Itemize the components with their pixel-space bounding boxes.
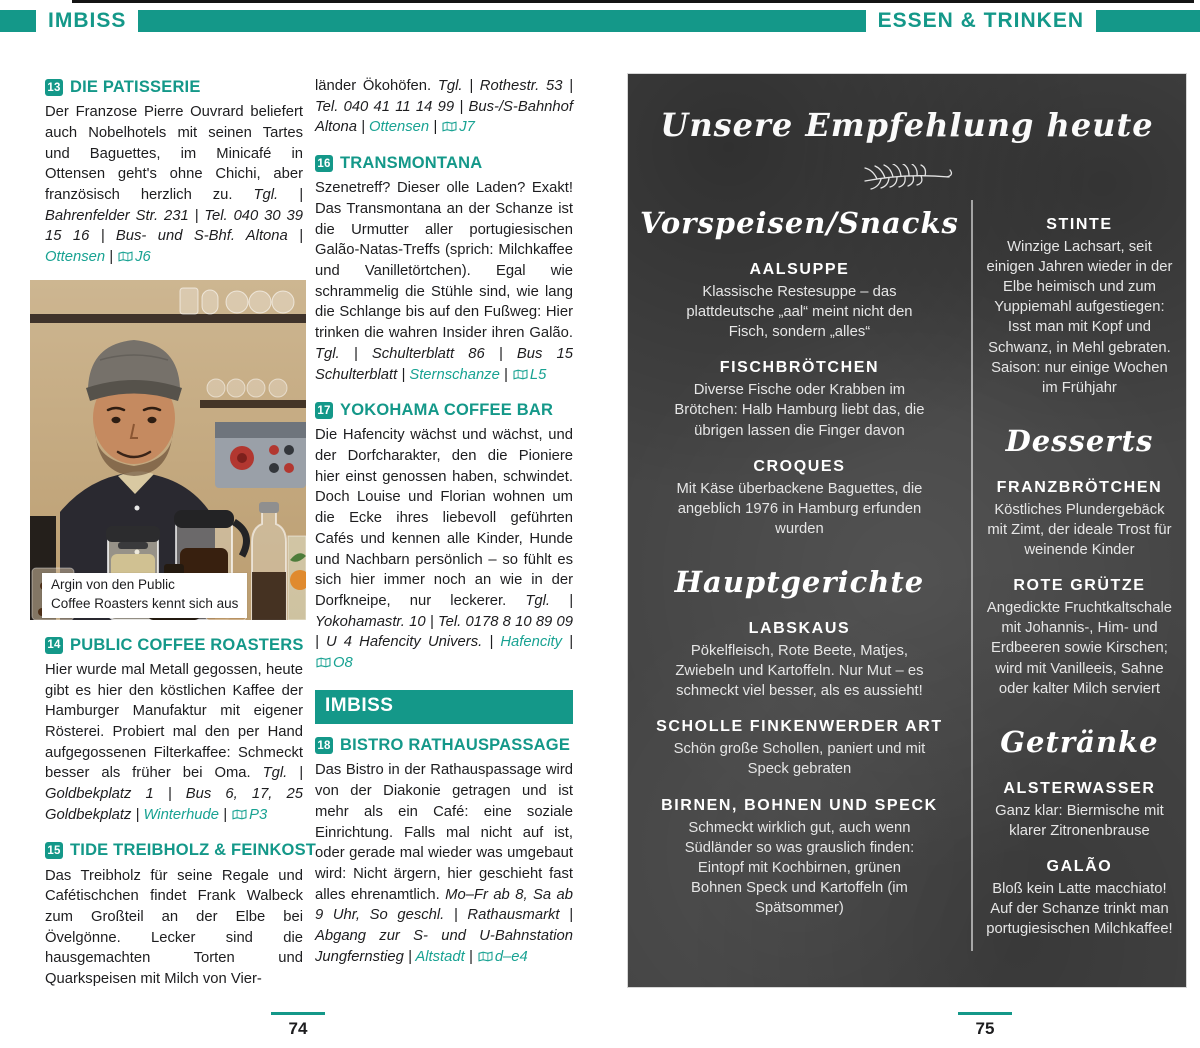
- masthead-bar-middle: [138, 10, 865, 32]
- map-icon: [513, 369, 528, 380]
- menu-title: Unsere Empfehlung heute: [660, 106, 1154, 144]
- article-13-number-badge: 13: [45, 79, 63, 96]
- separator: |: [219, 806, 232, 823]
- article-15-number-badge: 15: [45, 842, 63, 859]
- article-15-heading: [45, 839, 317, 862]
- article-info: Tgl. | Rothestr. 53 | Tel. 040 41 11 14 99 | Bus-/S-Bahnhof Altona: [315, 78, 573, 136]
- menu-item-desc: Klassische Restesuppe – das plattdeutsche „aal“ meint nicht den Fisch, sondern „alles“: [686, 284, 913, 341]
- separator: |: [105, 249, 118, 266]
- article-16-heading: [315, 152, 573, 175]
- separator: |: [356, 119, 370, 136]
- menu-item-rote-gruetze: [985, 577, 1174, 699]
- map-ref-link[interactable]: O8: [333, 655, 353, 672]
- page-number-rule: [271, 1012, 325, 1015]
- branch-ornament-icon: [859, 164, 955, 192]
- article-16-body: [315, 178, 573, 385]
- district-link[interactable]: Ottensen: [45, 249, 106, 266]
- menu-item-desc: Angedickte Fruchtkaltschale mit Johannis-, Him- und Erdbeeren sowie Kirschen; wird mit Vanilleeis, Sahne oder kalter Milch serviert: [986, 600, 1172, 697]
- menu-item-name: SCHOLLE FINKENWERDER ART: [656, 718, 943, 736]
- map-icon: [118, 251, 133, 262]
- article-15-title: TIDE TREIBHOLZ & FEINKOST: [70, 841, 317, 860]
- menu-item-franzbroetchen: [985, 479, 1174, 560]
- running-head-right: ESSEN & TRINKEN: [877, 9, 1084, 32]
- map-icon: [442, 121, 457, 132]
- menu-section-desserts: Desserts: [1005, 423, 1154, 458]
- separator: |: [499, 366, 512, 383]
- menu-item-desc: Mit Käse überbackene Baguettes, die angeblich 1976 in Hamburg erfunden wurden: [676, 480, 923, 537]
- page-number-left: [263, 1012, 333, 1039]
- running-head-left: IMBISS: [48, 9, 127, 32]
- menu-item-desc: Diverse Fische oder Krabben im Brötchen: Halb Hamburg liebt das, die übrigen lassen die Finger davon: [674, 382, 925, 439]
- menu-item-name: ALSTERWASSER: [1003, 779, 1156, 797]
- menu-item-birnen-bohnen-speck: [661, 797, 938, 919]
- separator: |: [397, 366, 410, 383]
- barista-photo-illustration: [30, 280, 306, 620]
- menu-item-desc: Bloß kein Latte macchiato! Auf der Schanze trinkt man portugiesischen Milchkaffee!: [986, 880, 1173, 938]
- district-link[interactable]: Winterhude: [143, 806, 219, 823]
- photo-caption-line1: Argin von den Public: [51, 577, 175, 593]
- menu-item-croques: [673, 458, 925, 539]
- menu-item-scholle: [656, 718, 943, 779]
- section-banner-imbiss: IMBISS: [315, 690, 573, 725]
- article-16-title: TRANSMONTANA: [340, 154, 483, 173]
- article-13-heading: [45, 76, 303, 99]
- article-text: Das Treibholz für seine Regale und Cafétischchen findet Frank Walbeck zum Großteil an der Elbe bei Övelgönne. Lecker sind die hausgemachten Torten und Quarkspeisen mit Milch von Vier-: [45, 867, 303, 988]
- map-ref-link[interactable]: P3: [249, 806, 268, 823]
- map-icon: [316, 657, 331, 668]
- menu-item-labskaus: [673, 620, 925, 701]
- article-18-body: [315, 760, 573, 967]
- separator: |: [429, 119, 442, 136]
- district-link[interactable]: Hafencity: [500, 634, 563, 651]
- article-17-number-badge: 17: [315, 402, 333, 419]
- masthead-bar-right: [1096, 10, 1200, 32]
- photo-caption: [42, 573, 247, 617]
- article-18-number-badge: 18: [315, 737, 333, 754]
- menu-item-name: AALSUPPE: [749, 261, 850, 278]
- article-16-number-badge: 16: [315, 155, 333, 172]
- menu-item-name: BIRNEN, BOHNEN UND SPECK: [661, 796, 938, 814]
- separator: |: [131, 806, 144, 823]
- article-text: länder Ökohöfen.: [315, 78, 438, 94]
- article-17-heading: [315, 399, 573, 422]
- map-ref-link[interactable]: d–e4: [494, 948, 528, 965]
- middle-column: [315, 76, 573, 979]
- district-link[interactable]: Altstadt: [415, 948, 465, 965]
- chalkboard-menu: [627, 73, 1187, 988]
- article-13-title: DIE PATISSERIE: [70, 78, 201, 96]
- article-18-title: BISTRO RATHAUSPASSAGE: [340, 736, 571, 755]
- separator: |: [562, 634, 573, 651]
- article-text: Das Bistro in der Rathauspassage wird von der Diakonie getragen und ist mehr als ein Café: eine soziale Einrichtung. Falls mal nicht auf ist, oder gerade mal wieder was umgebaut wird: Nicht ärgern, hier geschieht fast alles ehrenamtlich.: [315, 762, 573, 903]
- menu-section-hauptgerichte: Hauptgerichte: [674, 564, 925, 599]
- page-number-value: 74: [288, 1019, 308, 1038]
- menu-item-desc: Köstliches Plundergebäck mit Zimt, der ideale Trost für weinende Kinder: [987, 501, 1172, 559]
- masthead-bar-left: [0, 10, 36, 32]
- menu-item-aalsuppe: [673, 261, 925, 342]
- map-icon: [232, 809, 247, 820]
- left-column: [45, 76, 317, 1002]
- menu-columns: [628, 196, 1186, 951]
- menu-item-desc: Schmeckt wirklich gut, auch wenn Südländer so was grauslich finden: Eintopf mit Kochbirnen, grünen Bohnen Speck und Kartoffeln (im Spätsommer): [684, 819, 915, 916]
- article-17-body: [315, 425, 573, 673]
- separator: |: [403, 948, 416, 965]
- menu-section-getraenke: Getränke: [1000, 724, 1159, 759]
- menu-item-desc: Winzige Lachsart, seit einigen Jahren wieder in der Elbe heimisch und zum Yuppiemahl aufgestiegen: Isst man mit Kopf und Schwanz, in Mehl gebraten. Saison: nur einige Wochen im Frühjahr: [986, 239, 1173, 396]
- separator: |: [482, 634, 501, 651]
- article-14-title: PUBLIC COFFEE ROASTERS: [70, 635, 304, 654]
- map-ref-link[interactable]: J6: [135, 249, 151, 266]
- article-text: Die Hafencity wächst und wächst, und der Dorfcharakter, den die Pioniere hier einst genossen haben, schwindet. Doch Louise und Florian wohnen um die Ecke ihres liebevoll geführten Cafés und kennen alle Kinder, Hunde und Nachbarn persönlich – so fühlt es sich hier immer noch an wie in der Dorfkneipe, nur leckerer.: [315, 427, 573, 609]
- article-15-body: [45, 866, 303, 990]
- article-info: Mo–Fr ab 8, Sa ab 9 Uhr, So geschl. | Rathausmarkt | Abgang zur S- und U-Bahnstation Jungfernstieg: [315, 886, 573, 965]
- menu-item-name: FRANZBRÖTCHEN: [996, 478, 1163, 496]
- article-info: Tgl. | Yokohamastr. 10 | Tel. 0178 8 10 89 09 | U 4 Hafencity Univers.: [315, 592, 573, 651]
- photo-public-coffee-roasters: [30, 280, 306, 620]
- district-link[interactable]: Sternschanze: [409, 366, 500, 383]
- menu-item-name: GALÃO: [1046, 857, 1113, 875]
- menu-item-name: FISCHBRÖTCHEN: [719, 359, 880, 377]
- page-number-right: [950, 1012, 1020, 1039]
- article-17-title: YOKOHAMA COFFEE BAR: [340, 401, 554, 420]
- map-icon: [478, 951, 493, 962]
- page-number-rule: [958, 1012, 1012, 1015]
- page-top-edge: [72, 0, 1194, 3]
- menu-column-left: [628, 196, 971, 951]
- separator: |: [464, 948, 477, 965]
- article-text: Szenetreff? Dieser olle Laden? Exakt! Das Transmontana an der Schanze ist die Urmutter aller portugiesischen Galão-Natas-Treffs (sprich: Milchkaffee und Vanilletörtchen). Egal wie schrammelig die Stühle sind, wie lang die Schlange bis auf den Fußweg: Hier trinken die wahren Insider ihren Galão.: [315, 180, 573, 342]
- article-13-body: [45, 102, 303, 268]
- article-14-heading: [45, 634, 303, 657]
- menu-section-vorspeisen: Vorspeisen/Snacks: [640, 206, 959, 240]
- menu-item-desc: Ganz klar: Biermische mit klarer Zitronenbrause: [995, 802, 1164, 839]
- article-14-body: [45, 660, 303, 826]
- photo-caption-line2: Coffee Roasters kennt sich aus: [51, 595, 239, 611]
- article-14-number-badge: 14: [45, 637, 63, 654]
- menu-item-fischbroetchen: [673, 359, 925, 440]
- menu-column-right: [973, 196, 1186, 951]
- menu-item-galao: [985, 858, 1174, 939]
- menu-item-name: CROQUES: [753, 457, 846, 475]
- article-info: Tgl. | Goldbekplatz 1 | Bus 6, 17, 25 Goldbekplatz: [45, 765, 304, 823]
- menu-item-desc: Pökelfleisch, Rote Beete, Matjes, Zwiebeln und Kartoffeln. Nur Mut – es schmeckt viel besser, als es aussieht!: [675, 642, 924, 700]
- menu-item-stinte: [985, 216, 1174, 398]
- article-15-continuation: [315, 76, 573, 138]
- article-text: Der Franzose Pierre Ouvrard beliefert auch Nobelhotels mit seinen Tartes und Baguettes, im Minicafé in Ottensen geht's ohne Chichi, aber französisch herzlich zu.: [45, 104, 303, 203]
- article-18-heading: [315, 734, 573, 757]
- article-text: Hier wurde mal Metall gegossen, heute gibt es hier den köstlichen Kaffee der Hamburger Manufaktur mit eigener Rösterei. Probiert mal den per Hand aufgegossenen Filterkaffee: Schmeckt besser als früher bei Oma.: [45, 661, 303, 782]
- menu-item-alsterwasser: [985, 780, 1174, 841]
- map-ref-link[interactable]: L5: [529, 366, 547, 383]
- menu-item-name: STINTE: [1046, 216, 1113, 233]
- article-info: Tgl. | Schulterblatt 86 | Bus 15 Schulterblatt: [315, 345, 573, 383]
- masthead: [0, 9, 1200, 33]
- separator: |: [287, 228, 303, 245]
- page-number-value: 75: [975, 1019, 995, 1038]
- menu-item-desc: Schön große Schollen, paniert und mit Speck gebraten: [673, 741, 926, 778]
- district-link[interactable]: Ottensen: [369, 119, 430, 136]
- map-ref-link[interactable]: J7: [459, 119, 475, 136]
- menu-item-name: ROTE GRÜTZE: [1013, 577, 1146, 595]
- menu-item-name: LABSKAUS: [748, 619, 851, 637]
- article-info: Tgl. | Bahrenfelder Str. 231 | Tel. 040 30 39 15 16 | Bus- und S-Bhf. Altona: [45, 186, 303, 245]
